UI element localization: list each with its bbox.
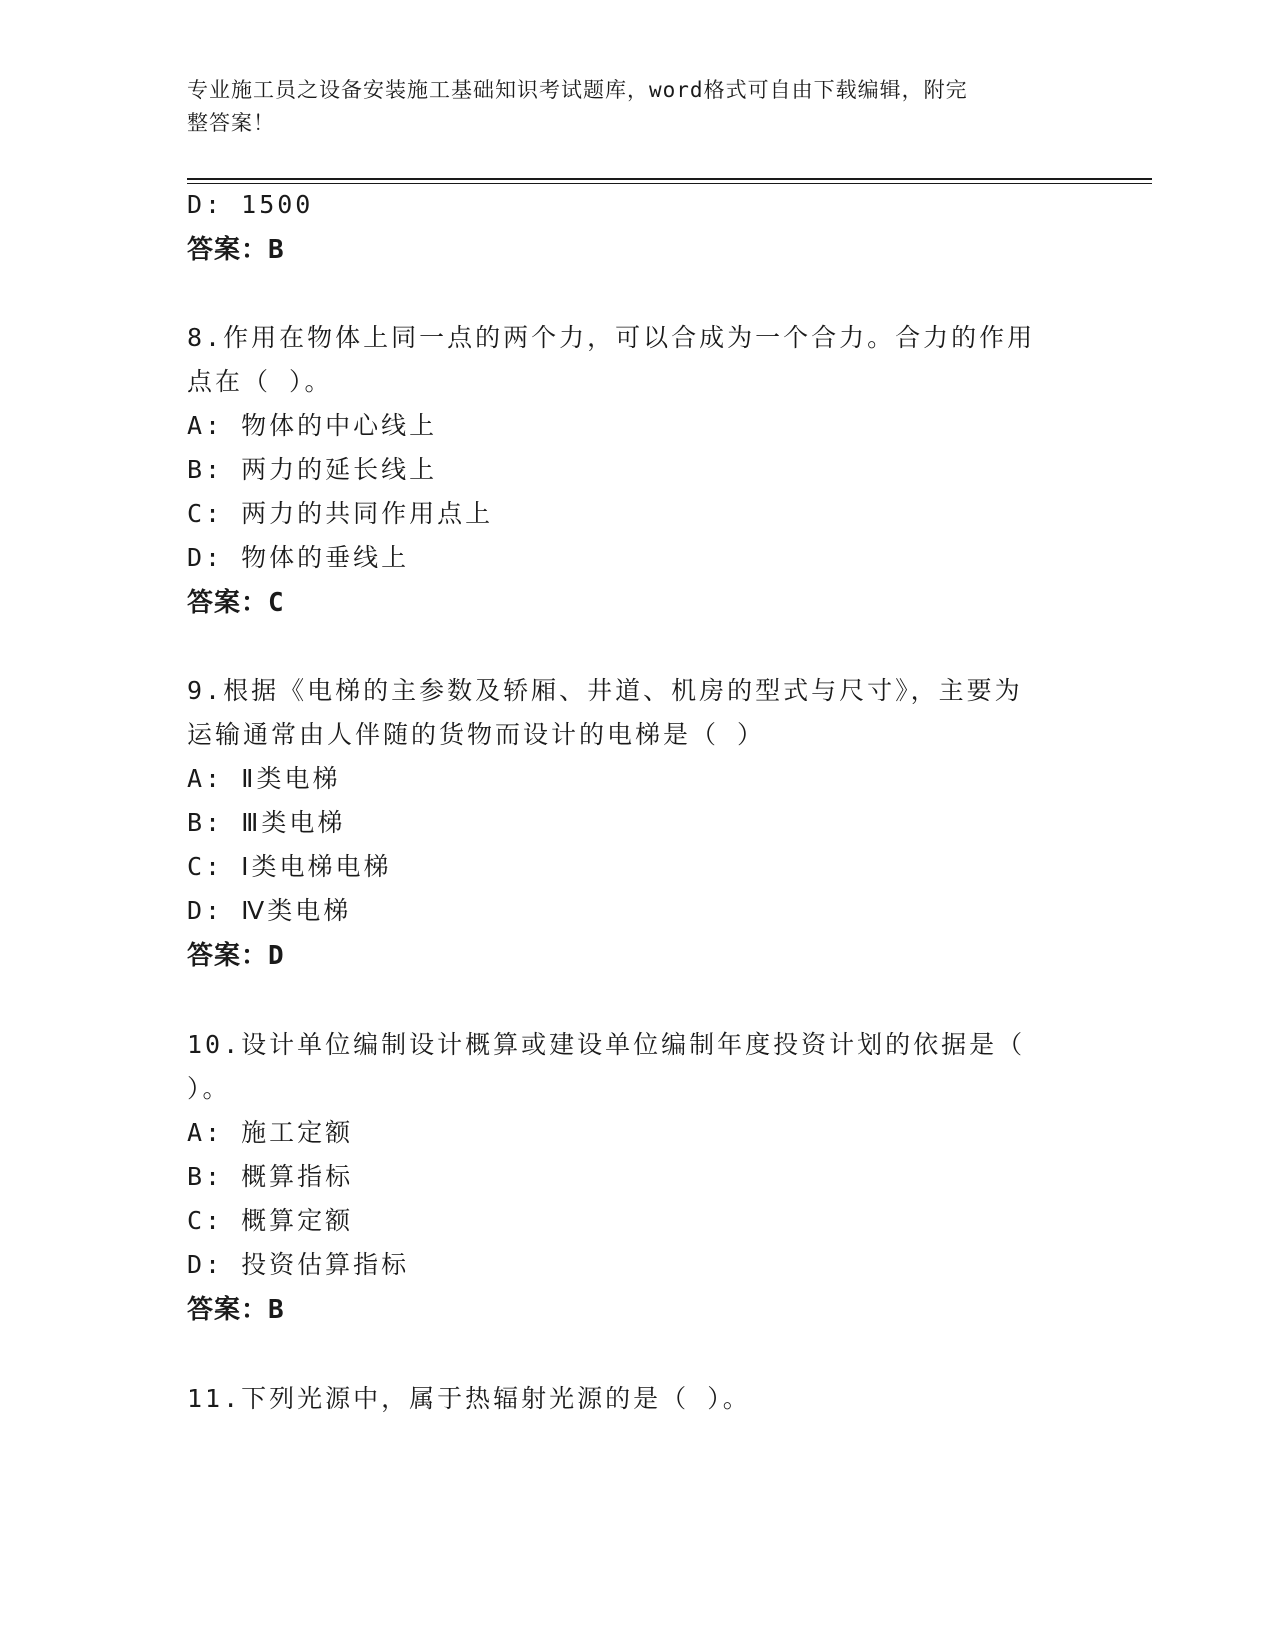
option-a-q9: A: Ⅱ类电梯 <box>187 764 341 793</box>
question-9-line-2: 运输通常由人伴随的货物而设计的电梯是（ ） <box>187 720 766 749</box>
question-10-line-2: ）。 <box>187 1074 231 1103</box>
answer-q9: 答案：D <box>187 941 285 971</box>
option-d-q10: D: 投资估算指标 <box>187 1250 410 1279</box>
header-divider-thin <box>187 183 1152 184</box>
question-8-line-2: 点在（ ）。 <box>187 367 333 396</box>
document-header <box>187 74 1067 140</box>
option-d-q7: D: 1500 <box>187 190 314 219</box>
option-b-q10: B: 概算指标 <box>187 1162 354 1191</box>
option-a-q8: A: 物体的中心线上 <box>187 411 438 440</box>
question-9-line-1: 9.根据《电梯的主参数及轿厢、井道、机房的型式与尺寸》，主要为 <box>187 676 1023 705</box>
answer-q8: 答案：C <box>187 588 285 618</box>
answer-q10: 答案：B <box>187 1295 285 1325</box>
header-divider-thick <box>187 178 1152 180</box>
option-a-q10: A: 施工定额 <box>187 1118 354 1147</box>
option-c-q8: C: 两力的共同作用点上 <box>187 499 494 528</box>
option-b-q9: B: Ⅲ类电梯 <box>187 808 346 837</box>
option-d-q9: D: Ⅳ类电梯 <box>187 896 352 925</box>
option-d-q8: D: 物体的垂线上 <box>187 543 410 572</box>
header-line-1: 专业施工员之设备安装施工基础知识考试题库，word格式可自由下载编辑，附完 <box>187 78 968 102</box>
question-8-line-1: 8.作用在物体上同一点的两个力，可以合成为一个合力。合力的作用 <box>187 323 1036 352</box>
question-11-line-1: 11.下列光源中，属于热辐射光源的是（ ）。 <box>187 1384 751 1413</box>
question-10-line-1: 10.设计单位编制设计概算或建设单位编制年度投资计划的依据是（ <box>187 1030 1026 1059</box>
option-c-q9: C: Ⅰ类电梯电梯 <box>187 852 392 881</box>
header-line-2: 整答案！ <box>187 111 275 135</box>
option-b-q8: B: 两力的延长线上 <box>187 455 438 484</box>
option-c-q10: C: 概算定额 <box>187 1206 354 1235</box>
answer-q7: 答案：B <box>187 235 285 265</box>
